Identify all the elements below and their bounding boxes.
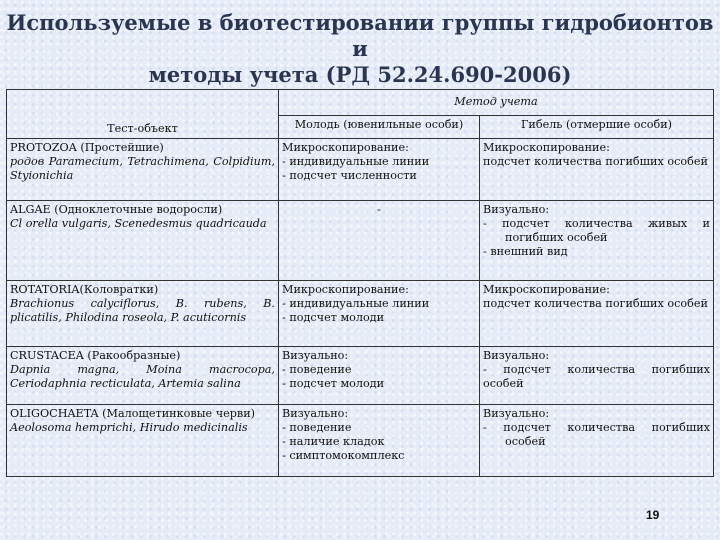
object-name: ALGAE (Одноклеточные водоросли)	[10, 203, 223, 216]
method-line: - подсчет количества погибших особей	[483, 421, 711, 448]
table-row	[7, 139, 714, 201]
object-cell	[7, 281, 279, 347]
header-cell-death	[480, 116, 714, 139]
table-row	[7, 281, 714, 347]
object-species: Dapnia magna, Moina macrocopa, Ceriodaphnia recticulata, Artemia salina	[10, 363, 275, 390]
table-row	[7, 405, 714, 477]
death-method-cell	[480, 347, 714, 405]
object-species: родов Paramecium, Tetrachimena, Colpidium, Styionichia	[10, 155, 275, 182]
method-line: Микроскопирование:	[282, 283, 409, 296]
method-line: - подсчет молоди	[282, 377, 385, 390]
death-method-cell	[480, 281, 714, 347]
young-method-cell	[279, 347, 480, 405]
page-number: 19	[646, 508, 660, 522]
table-row	[7, 347, 714, 405]
object-name: OLIGOCHAETA (Малощетинковые черви)	[10, 407, 256, 420]
young-method-cell	[279, 139, 480, 201]
table-header-row-method	[7, 90, 714, 116]
method-line: Визуально:	[483, 407, 550, 420]
method-line: Микроскопирование:	[483, 141, 610, 154]
method-line: подсчет количества погибших особей	[483, 155, 708, 168]
object-name: ROTATORIA(Коловратки)	[10, 283, 159, 296]
header-death-label: Гибель (отмершие особи)	[520, 118, 673, 131]
method-line: Визуально:	[483, 349, 550, 362]
hydrobiont-methods-table	[6, 89, 714, 477]
object-cell	[7, 347, 279, 405]
method-line: - внешний вид	[483, 245, 568, 258]
method-line: Визуально:	[483, 203, 550, 216]
method-line: - индивидуальные линии	[282, 297, 430, 310]
method-line: -	[377, 203, 381, 216]
method-line: Визуально:	[282, 349, 349, 362]
object-name: CRUSTACEA (Ракообразные)	[10, 349, 181, 362]
young-method-cell	[279, 405, 480, 477]
slide-title-line-1: Используемые в биотестировании группы гидробионтов и	[6, 10, 714, 61]
death-method-cell	[480, 139, 714, 201]
slide-title-line-2: методы учета (РД 52.24.690-2006)	[148, 62, 572, 87]
method-line: - индивидуальные линии	[282, 155, 430, 168]
header-object-label: Тест-объект	[107, 122, 178, 135]
header-young-label: Молодь (ювенильные особи)	[294, 118, 464, 131]
death-method-cell	[480, 405, 714, 477]
death-method-cell	[480, 201, 714, 281]
method-line: - поведение	[282, 421, 352, 434]
method-line: - наличие кладок	[282, 435, 385, 448]
header-method-label: Метод учета	[454, 95, 538, 108]
method-line: - подсчет молоди	[282, 311, 385, 324]
object-species: Brachionus calyciflorus, B. rubens, B. plicatilis, Philodina roseola, P. acuticornis	[10, 297, 275, 324]
young-method-cell	[279, 281, 480, 347]
header-cell-method	[279, 90, 714, 116]
method-line: Микроскопирование:	[282, 141, 409, 154]
method-line: - подсчет количества живых и погибших особей	[483, 217, 711, 244]
table-row	[7, 201, 714, 281]
object-cell	[7, 201, 279, 281]
method-line: Микроскопирование:	[483, 283, 610, 296]
object-name: PROTOZOA (Простейшие)	[10, 141, 164, 154]
object-cell	[7, 139, 279, 201]
header-cell-young	[279, 116, 480, 139]
method-line: - подсчет численности	[282, 169, 417, 182]
method-line: - подсчет количества погибших особей	[483, 363, 711, 390]
method-line: Визуально:	[282, 407, 349, 420]
header-cell-object	[7, 90, 279, 139]
slide-title	[0, 10, 720, 88]
method-line: подсчет количества погибших особей	[483, 297, 708, 310]
method-line: - поведение	[282, 363, 352, 376]
object-species: Aeolosoma hemprichi, Hirudo medicinalis	[10, 421, 248, 434]
object-species: Cl orella vulgaris, Scenedesmus quadricauda	[10, 217, 267, 230]
young-method-cell	[279, 201, 480, 281]
method-line: - симптомокомплекс	[282, 449, 405, 462]
object-cell	[7, 405, 279, 477]
